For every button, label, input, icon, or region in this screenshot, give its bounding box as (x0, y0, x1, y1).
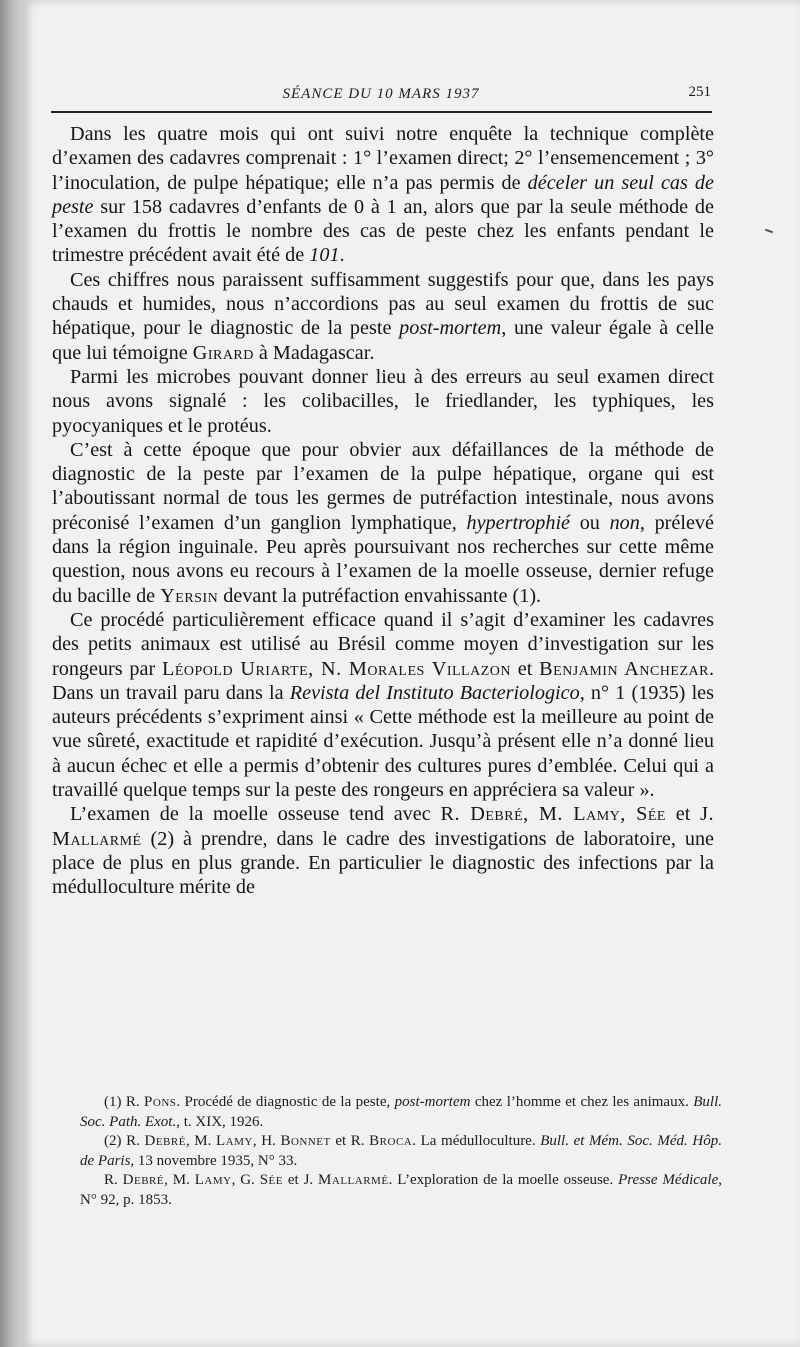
page-number: 251 (688, 84, 711, 100)
author-name: Lamy (194, 1172, 232, 1189)
text-run: et (511, 657, 540, 680)
paragraph-3: Parmi les microbes pouvant donner lieu à des erreurs au seul examen direct nous avons signalé : les colibacilles, le friedlander, les typhiques, les pyocyaniques et le protéus. (52, 365, 714, 437)
text-run: , M. (164, 1172, 195, 1189)
author-name: J. Mallarmé (52, 803, 715, 850)
italic-run: hypertrophié (466, 511, 571, 534)
page-header (51, 78, 711, 108)
footnote-1 (80, 1093, 722, 1132)
author-name: Debré (122, 1172, 165, 1189)
journal-title: Bull. Soc. Path. Exot. (80, 1094, 722, 1130)
text-run: , une valeur égale à celle que lui témoigne (52, 317, 714, 364)
author-name: Pons (144, 1094, 177, 1110)
text-run: (1) R. (104, 1094, 145, 1110)
text-run: devant la putréfaction envahissante (1). (218, 584, 542, 607)
author-name: Bonnet (280, 1133, 331, 1150)
footnotes (80, 1093, 722, 1211)
author-name: Mallarmé (318, 1172, 389, 1189)
author-name: Girard (192, 341, 254, 364)
text-run: . L’exploration de la moelle osseuse. (388, 1172, 619, 1189)
journal-title: Bull. et Mém. Soc. Méd. Hôp. de Paris (80, 1133, 722, 1169)
header-rule (51, 111, 712, 113)
text-run: Ces chiffres nous paraissent suffisamment suggestifs pour que, dans les pays chauds et humides, nous n’accordions pas au seul examen du frottis de suc hépatique, pour le diagnostic de la peste (52, 268, 714, 340)
footnote-3 (80, 1171, 722, 1210)
paragraph-6 (52, 802, 714, 899)
text-run: C’est à cette époque que pour obvier aux défaillances de la méthode de diagnostic de la peste par l’examen de la pulpe hépatique, organe qui est l’aboutissant normal de tous les germes de putréfaction intestinale, nous avons préconisé l’examen d’un ganglion lymphatique, (52, 438, 714, 534)
text-run: , t. XIX, 1926. (176, 1113, 264, 1130)
text-run: ou (570, 511, 610, 534)
text-run: , 13 novembre 1935, N° 33. (130, 1152, 298, 1169)
author-name: Benjamin Anchezar (539, 657, 709, 680)
text-run: chez l’homme et chez les animaux. (470, 1094, 694, 1110)
author-name: R. Debré, M. Lamy, Sée (440, 803, 666, 826)
paragraph-4 (52, 438, 714, 608)
text-run: L’examen de la moelle osseuse tend avec (70, 803, 441, 826)
author-name: Lamy (216, 1133, 253, 1150)
paragraph-1 (52, 122, 714, 268)
text-run: , H. (252, 1133, 281, 1150)
text-run: . (339, 244, 345, 267)
italic-run: non (609, 511, 640, 534)
author-name: Léopold Uriarte, N. Morales Villazon (162, 657, 511, 680)
text-run: . La médulloculture. (412, 1133, 541, 1150)
author-name: Yersin (160, 584, 219, 607)
italic-run: déceler un seul cas de peste (52, 171, 714, 218)
paragraph-5 (52, 608, 714, 802)
author-name: Debré (144, 1133, 186, 1150)
italic-run: 101 (309, 244, 340, 267)
text-run: , prélevé dans la région inguinale. Peu après poursuivant nos recherches sur cette même question, nous avons eu recours à l’examen de la moelle osseuse, dernier refuge du bacille de (52, 511, 714, 607)
text-run: à Madagascar. (253, 341, 375, 364)
text-run: , G. (231, 1172, 260, 1189)
text-run: (2) à prendre, dans le cadre des investigations de laboratoire, une place de plus en plus grande. En particulier le diagnostic des infections par la médulloculture mérite de (52, 827, 714, 899)
running-title: SÉANCE DU 10 MARS 1937 (282, 86, 480, 102)
text-run: . Dans un travail paru dans la (52, 657, 714, 704)
text-run: , n° 1 (1935) les auteurs précédents s’expriment ainsi « Cette méthode est la meilleure au point de vue sûreté, exactitude et rapidité d’exécution. Jusqu’à présent elle n’a donné lieu à aucun échec et elle a permis d’obtenir des cultures pures d’emblée. Celui qui a travaillé quelque temps sur la peste des rongeurs en appréciera sa valeur ». (52, 681, 714, 802)
book-spine-shadow (0, 0, 22, 1347)
text-run: . Procédé de diagnostic de la peste, (176, 1094, 395, 1110)
text-run: , M. (185, 1133, 217, 1150)
text-run: (2) R. (104, 1133, 145, 1150)
journal-title: Revista del Instituto Bacteriologico (289, 681, 580, 704)
italic-run: post-mortem (399, 317, 502, 340)
author-name: Sée (259, 1172, 283, 1189)
text-run: et J. (282, 1172, 319, 1189)
text-run: et (665, 803, 701, 826)
author-name: Broca (369, 1133, 413, 1150)
paragraph-2 (52, 268, 714, 365)
text-run: et R. (330, 1133, 370, 1150)
footnote-2 (80, 1132, 722, 1171)
italic-run: post-mortem (394, 1094, 471, 1110)
text-run: Ce procédé particulièrement efficace quand il s’agit d’examiner les cadavres des petits animaux est utilisé au Brésil comme moyen d’investigation sur les rongeurs par (52, 608, 714, 680)
text-run: Dans les quatre mois qui ont suivi notre enquête la technique complète d’examen des cadavres comprenait : 1° l’examen direct; 2° l’ensemencement ; 3° l’inoculation, de pulpe hépatique; elle n’a pas permis de (52, 123, 714, 194)
body-text (52, 122, 714, 900)
text-run: sur 158 cadavres d’enfants de 0 à 1 an, alors que par la seule méthode de l’examen du frottis le nombre des cas de peste chez les enfants pendant le trimestre précédent avait été de (52, 195, 714, 267)
journal-title: Presse Médicale (618, 1172, 719, 1189)
text-run: , N° 92, p. 1853. (80, 1172, 722, 1208)
text-run: R. (104, 1172, 123, 1189)
